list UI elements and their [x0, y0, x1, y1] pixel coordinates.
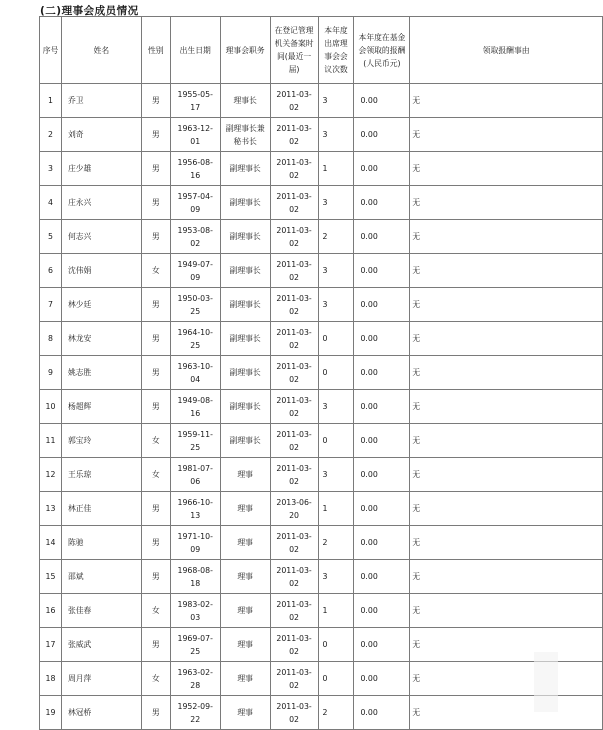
- birth-part-1: 1956-08-: [177, 157, 213, 167]
- birth-part-2: 25: [190, 646, 201, 656]
- cell-filing: [270, 118, 318, 152]
- cell-pay: 0.00: [354, 594, 410, 628]
- cell-birth: [170, 662, 220, 696]
- header-reason: 领取报酬事由: [410, 17, 603, 84]
- cell-birth: [170, 356, 220, 390]
- cell-name: 张佳春: [61, 594, 141, 628]
- header-seq: 序号: [40, 17, 62, 84]
- cell-name: 林少廷: [61, 288, 141, 322]
- cell-birth: [170, 390, 220, 424]
- cell-position: 理事: [220, 628, 270, 662]
- filing-part-2: 02: [289, 170, 300, 180]
- birth-part-1: 1964-10-: [177, 327, 213, 337]
- cell-filing: [270, 390, 318, 424]
- cell-reason: 无: [410, 662, 603, 696]
- cell-name: 邵斌: [61, 560, 141, 594]
- birth-part-1: 1959-11-: [177, 429, 213, 439]
- cell-filing: [270, 526, 318, 560]
- header-birth: 出生日期: [170, 17, 220, 84]
- cell-birth: [170, 696, 220, 730]
- birth-part-1: 1968-08-: [177, 565, 213, 575]
- header-gender: 性别: [141, 17, 170, 84]
- cell-seq: 15: [40, 560, 62, 594]
- cell-reason: 无: [410, 220, 603, 254]
- filing-part-1: 2011-03-: [276, 191, 312, 201]
- cell-name: 王乐琼: [61, 458, 141, 492]
- cell-filing: [270, 254, 318, 288]
- cell-name: 何志兴: [61, 220, 141, 254]
- table-header-row: [40, 17, 603, 84]
- cell-name: 林正佳: [61, 492, 141, 526]
- cell-reason: 无: [410, 254, 603, 288]
- cell-reason: 无: [410, 594, 603, 628]
- filing-part-1: 2011-03-: [276, 633, 312, 643]
- cell-reason: 无: [410, 526, 603, 560]
- cell-meetings: 1: [318, 492, 354, 526]
- cell-gender: 男: [141, 526, 170, 560]
- birth-part-1: 1950-03-: [177, 293, 213, 303]
- filing-part-2: 02: [289, 272, 300, 282]
- birth-part-2: 18: [190, 578, 201, 588]
- birth-part-2: 09: [190, 272, 201, 282]
- cell-position: 理事: [220, 662, 270, 696]
- table-row: [40, 526, 603, 560]
- filing-part-1: 2011-03-: [276, 565, 312, 575]
- cell-position: 副理事长: [220, 186, 270, 220]
- cell-gender: 男: [141, 322, 170, 356]
- cell-position: 副理事长: [220, 152, 270, 186]
- cell-pay: 0.00: [354, 628, 410, 662]
- cell-birth: [170, 84, 220, 118]
- cell-gender: 男: [141, 356, 170, 390]
- filing-part-1: 2011-03-: [276, 89, 312, 99]
- cell-position: 副理事长: [220, 390, 270, 424]
- cell-meetings: 3: [318, 186, 354, 220]
- birth-part-2: 25: [190, 306, 201, 316]
- cell-filing: [270, 492, 318, 526]
- filing-part-2: 02: [289, 612, 300, 622]
- birth-part-2: 13: [190, 510, 201, 520]
- table-row: [40, 594, 603, 628]
- cell-pay: 0.00: [354, 560, 410, 594]
- birth-part-2: 25: [190, 442, 201, 452]
- cell-gender: 男: [141, 288, 170, 322]
- cell-reason: 无: [410, 424, 603, 458]
- header-pay: 本年度在基金会领取的报酬(人民币元): [354, 17, 410, 84]
- cell-meetings: 2: [318, 220, 354, 254]
- cell-meetings: 3: [318, 458, 354, 492]
- cell-position: 副理事长: [220, 356, 270, 390]
- cell-name: 庄少雄: [61, 152, 141, 186]
- section-title: (二)理事会成员情况: [40, 5, 139, 17]
- cell-filing: [270, 322, 318, 356]
- filing-part-2: 02: [289, 408, 300, 418]
- birth-part-1: 1981-07-: [177, 463, 213, 473]
- header-filing: 在登记管理机关备案时间(最近一届): [270, 17, 318, 84]
- cell-meetings: 0: [318, 424, 354, 458]
- cell-position: 副理事长: [220, 424, 270, 458]
- birth-part-1: 1966-10-: [177, 497, 213, 507]
- cell-filing: [270, 628, 318, 662]
- cell-position: 副理事长: [220, 220, 270, 254]
- filing-part-2: 02: [289, 306, 300, 316]
- table-row: [40, 424, 603, 458]
- cell-seq: 16: [40, 594, 62, 628]
- cell-seq: 17: [40, 628, 62, 662]
- cell-filing: [270, 288, 318, 322]
- table-row: [40, 186, 603, 220]
- cell-name: 张威武: [61, 628, 141, 662]
- filing-part-1: 2011-03-: [276, 463, 312, 473]
- cell-filing: [270, 594, 318, 628]
- cell-gender: 男: [141, 390, 170, 424]
- cell-seq: 11: [40, 424, 62, 458]
- table-row: [40, 492, 603, 526]
- cell-reason: 无: [410, 118, 603, 152]
- cell-meetings: 2: [318, 526, 354, 560]
- cell-name: 郭宝玲: [61, 424, 141, 458]
- cell-seq: 19: [40, 696, 62, 730]
- cell-seq: 10: [40, 390, 62, 424]
- filing-part-1: 2011-03-: [276, 225, 312, 235]
- cell-seq: 6: [40, 254, 62, 288]
- cell-pay: 0.00: [354, 696, 410, 730]
- cell-pay: 0.00: [354, 84, 410, 118]
- cell-birth: [170, 526, 220, 560]
- cell-birth: [170, 288, 220, 322]
- table-row: [40, 390, 603, 424]
- cell-reason: 无: [410, 696, 603, 730]
- cell-meetings: 3: [318, 288, 354, 322]
- cell-position: 理事: [220, 492, 270, 526]
- cell-name: 沈伟娟: [61, 254, 141, 288]
- filing-part-2: 02: [289, 442, 300, 452]
- birth-part-1: 1957-04-: [177, 191, 213, 201]
- cell-filing: [270, 458, 318, 492]
- cell-name: 陈驰: [61, 526, 141, 560]
- filing-part-1: 2011-03-: [276, 701, 312, 711]
- filing-part-2: 02: [289, 102, 300, 112]
- cell-name: 姚志胜: [61, 356, 141, 390]
- birth-part-2: 03: [190, 612, 201, 622]
- filing-part-1: 2011-03-: [276, 123, 312, 133]
- filing-part-2: 02: [289, 340, 300, 350]
- birth-part-2: 04: [190, 374, 201, 384]
- cell-position: 理事: [220, 696, 270, 730]
- header-position: 理事会职务: [220, 17, 270, 84]
- cell-position: 副理事长兼秘书长: [220, 118, 270, 152]
- birth-part-2: 16: [190, 170, 201, 180]
- filing-part-1: 2011-03-: [276, 429, 312, 439]
- cell-gender: 女: [141, 458, 170, 492]
- cell-pay: 0.00: [354, 186, 410, 220]
- cell-gender: 女: [141, 254, 170, 288]
- cell-reason: 无: [410, 390, 603, 424]
- cell-pay: 0.00: [354, 458, 410, 492]
- cell-seq: 2: [40, 118, 62, 152]
- filing-part-2: 20: [289, 510, 300, 520]
- cell-birth: [170, 424, 220, 458]
- cell-filing: [270, 424, 318, 458]
- cell-position: 理事: [220, 560, 270, 594]
- birth-part-1: 1969-07-: [177, 633, 213, 643]
- cell-birth: [170, 254, 220, 288]
- table-row: [40, 696, 603, 730]
- cell-reason: 无: [410, 322, 603, 356]
- cell-birth: [170, 152, 220, 186]
- table-row: [40, 560, 603, 594]
- cell-birth: [170, 594, 220, 628]
- cell-pay: 0.00: [354, 152, 410, 186]
- birth-part-2: 09: [190, 544, 201, 554]
- cell-filing: [270, 220, 318, 254]
- birth-part-2: 17: [190, 102, 201, 112]
- table-row: [40, 458, 603, 492]
- filing-part-2: 02: [289, 646, 300, 656]
- cell-pay: 0.00: [354, 288, 410, 322]
- cell-reason: 无: [410, 628, 603, 662]
- cell-pay: 0.00: [354, 662, 410, 696]
- filing-part-1: 2011-03-: [276, 293, 312, 303]
- filing-part-2: 02: [289, 204, 300, 214]
- cell-birth: [170, 118, 220, 152]
- filing-part-2: 02: [289, 136, 300, 146]
- filing-part-2: 02: [289, 238, 300, 248]
- birth-part-2: 22: [190, 714, 201, 724]
- cell-seq: 4: [40, 186, 62, 220]
- filing-part-1: 2011-03-: [276, 599, 312, 609]
- cell-reason: 无: [410, 356, 603, 390]
- cell-meetings: 3: [318, 254, 354, 288]
- cell-position: 理事: [220, 594, 270, 628]
- cell-filing: [270, 356, 318, 390]
- cell-meetings: 3: [318, 390, 354, 424]
- birth-part-2: 25: [190, 340, 201, 350]
- cell-seq: 3: [40, 152, 62, 186]
- cell-pay: 0.00: [354, 220, 410, 254]
- birth-part-2: 06: [190, 476, 201, 486]
- cell-reason: 无: [410, 84, 603, 118]
- cell-filing: [270, 186, 318, 220]
- cell-gender: 男: [141, 118, 170, 152]
- table-row: [40, 288, 603, 322]
- table-row: [40, 356, 603, 390]
- cell-gender: 男: [141, 186, 170, 220]
- cell-pay: 0.00: [354, 526, 410, 560]
- table-row: [40, 662, 603, 696]
- cell-seq: 12: [40, 458, 62, 492]
- filing-part-1: 2011-03-: [276, 361, 312, 371]
- filing-part-2: 02: [289, 374, 300, 384]
- cell-filing: [270, 696, 318, 730]
- cell-meetings: 0: [318, 322, 354, 356]
- cell-seq: 7: [40, 288, 62, 322]
- cell-reason: 无: [410, 458, 603, 492]
- cell-name: 乔卫: [61, 84, 141, 118]
- birth-part-2: 16: [190, 408, 201, 418]
- cell-birth: [170, 492, 220, 526]
- cell-reason: 无: [410, 152, 603, 186]
- cell-name: 林龙安: [61, 322, 141, 356]
- birth-part-2: 01: [190, 136, 201, 146]
- cell-reason: 无: [410, 288, 603, 322]
- table-row: [40, 254, 603, 288]
- birth-part-1: 1971-10-: [177, 531, 213, 541]
- filing-part-2: 02: [289, 680, 300, 690]
- cell-filing: [270, 84, 318, 118]
- filing-part-1: 2013-06-: [276, 497, 312, 507]
- cell-meetings: 3: [318, 84, 354, 118]
- cell-gender: 男: [141, 152, 170, 186]
- birth-part-1: 1952-09-: [177, 701, 213, 711]
- cell-name: 刘奇: [61, 118, 141, 152]
- board-members-table: [39, 16, 603, 730]
- birth-part-2: 28: [190, 680, 201, 690]
- cell-seq: 18: [40, 662, 62, 696]
- cell-gender: 男: [141, 492, 170, 526]
- cell-birth: [170, 458, 220, 492]
- cell-reason: 无: [410, 186, 603, 220]
- birth-part-1: 1983-02-: [177, 599, 213, 609]
- birth-part-2: 09: [190, 204, 201, 214]
- cell-meetings: 0: [318, 628, 354, 662]
- cell-seq: 13: [40, 492, 62, 526]
- cell-gender: 男: [141, 84, 170, 118]
- filing-part-2: 02: [289, 714, 300, 724]
- birth-part-2: 02: [190, 238, 201, 248]
- cell-position: 副理事长: [220, 322, 270, 356]
- cell-gender: 女: [141, 424, 170, 458]
- filing-part-1: 2011-03-: [276, 667, 312, 677]
- cell-meetings: 3: [318, 118, 354, 152]
- birth-part-1: 1949-08-: [177, 395, 213, 405]
- cell-birth: [170, 628, 220, 662]
- filing-part-1: 2011-03-: [276, 259, 312, 269]
- cell-pay: 0.00: [354, 356, 410, 390]
- cell-seq: 14: [40, 526, 62, 560]
- cell-birth: [170, 186, 220, 220]
- cell-pay: 0.00: [354, 390, 410, 424]
- cell-birth: [170, 560, 220, 594]
- filing-part-2: 02: [289, 544, 300, 554]
- filing-part-1: 2011-03-: [276, 327, 312, 337]
- cell-position: 理事: [220, 526, 270, 560]
- cell-position: 理事: [220, 458, 270, 492]
- cell-pay: 0.00: [354, 118, 410, 152]
- cell-name: 杨超辉: [61, 390, 141, 424]
- cell-pay: 0.00: [354, 254, 410, 288]
- cell-birth: [170, 220, 220, 254]
- cell-reason: 无: [410, 560, 603, 594]
- cell-meetings: 0: [318, 662, 354, 696]
- cell-meetings: 3: [318, 560, 354, 594]
- cell-seq: 9: [40, 356, 62, 390]
- filing-part-1: 2011-03-: [276, 157, 312, 167]
- table-row: [40, 84, 603, 118]
- cell-filing: [270, 560, 318, 594]
- cell-filing: [270, 662, 318, 696]
- table-row: [40, 118, 603, 152]
- birth-part-1: 1949-07-: [177, 259, 213, 269]
- cell-name: 周月萍: [61, 662, 141, 696]
- cell-position: 副理事长: [220, 254, 270, 288]
- cell-meetings: 1: [318, 594, 354, 628]
- cell-seq: 1: [40, 84, 62, 118]
- cell-name: 庄永兴: [61, 186, 141, 220]
- birth-part-1: 1953-08-: [177, 225, 213, 235]
- cell-seq: 8: [40, 322, 62, 356]
- cell-gender: 男: [141, 696, 170, 730]
- table-row: [40, 628, 603, 662]
- birth-part-1: 1955-05-: [177, 89, 213, 99]
- filing-part-2: 02: [289, 476, 300, 486]
- cell-position: 理事长: [220, 84, 270, 118]
- table-row: [40, 322, 603, 356]
- cell-gender: 男: [141, 220, 170, 254]
- cell-pay: 0.00: [354, 492, 410, 526]
- cell-reason: 无: [410, 492, 603, 526]
- cell-gender: 女: [141, 662, 170, 696]
- birth-part-1: 1963-10-: [177, 361, 213, 371]
- cell-position: 副理事长: [220, 288, 270, 322]
- birth-part-1: 1963-12-: [177, 123, 213, 133]
- cell-seq: 5: [40, 220, 62, 254]
- cell-pay: 0.00: [354, 424, 410, 458]
- corner-smudge: [534, 652, 558, 712]
- filing-part-1: 2011-03-: [276, 395, 312, 405]
- cell-birth: [170, 322, 220, 356]
- cell-gender: 女: [141, 594, 170, 628]
- cell-pay: 0.00: [354, 322, 410, 356]
- cell-gender: 男: [141, 628, 170, 662]
- cell-name: 林冠桥: [61, 696, 141, 730]
- filing-part-1: 2011-03-: [276, 531, 312, 541]
- cell-meetings: 2: [318, 696, 354, 730]
- birth-part-1: 1963-02-: [177, 667, 213, 677]
- header-name: 姓名: [61, 17, 141, 84]
- table-row: [40, 152, 603, 186]
- header-meetings: 本年度出席理事会会议次数: [318, 17, 354, 84]
- cell-filing: [270, 152, 318, 186]
- filing-part-2: 02: [289, 578, 300, 588]
- cell-meetings: 0: [318, 356, 354, 390]
- cell-meetings: 1: [318, 152, 354, 186]
- cell-gender: 男: [141, 560, 170, 594]
- table-row: [40, 220, 603, 254]
